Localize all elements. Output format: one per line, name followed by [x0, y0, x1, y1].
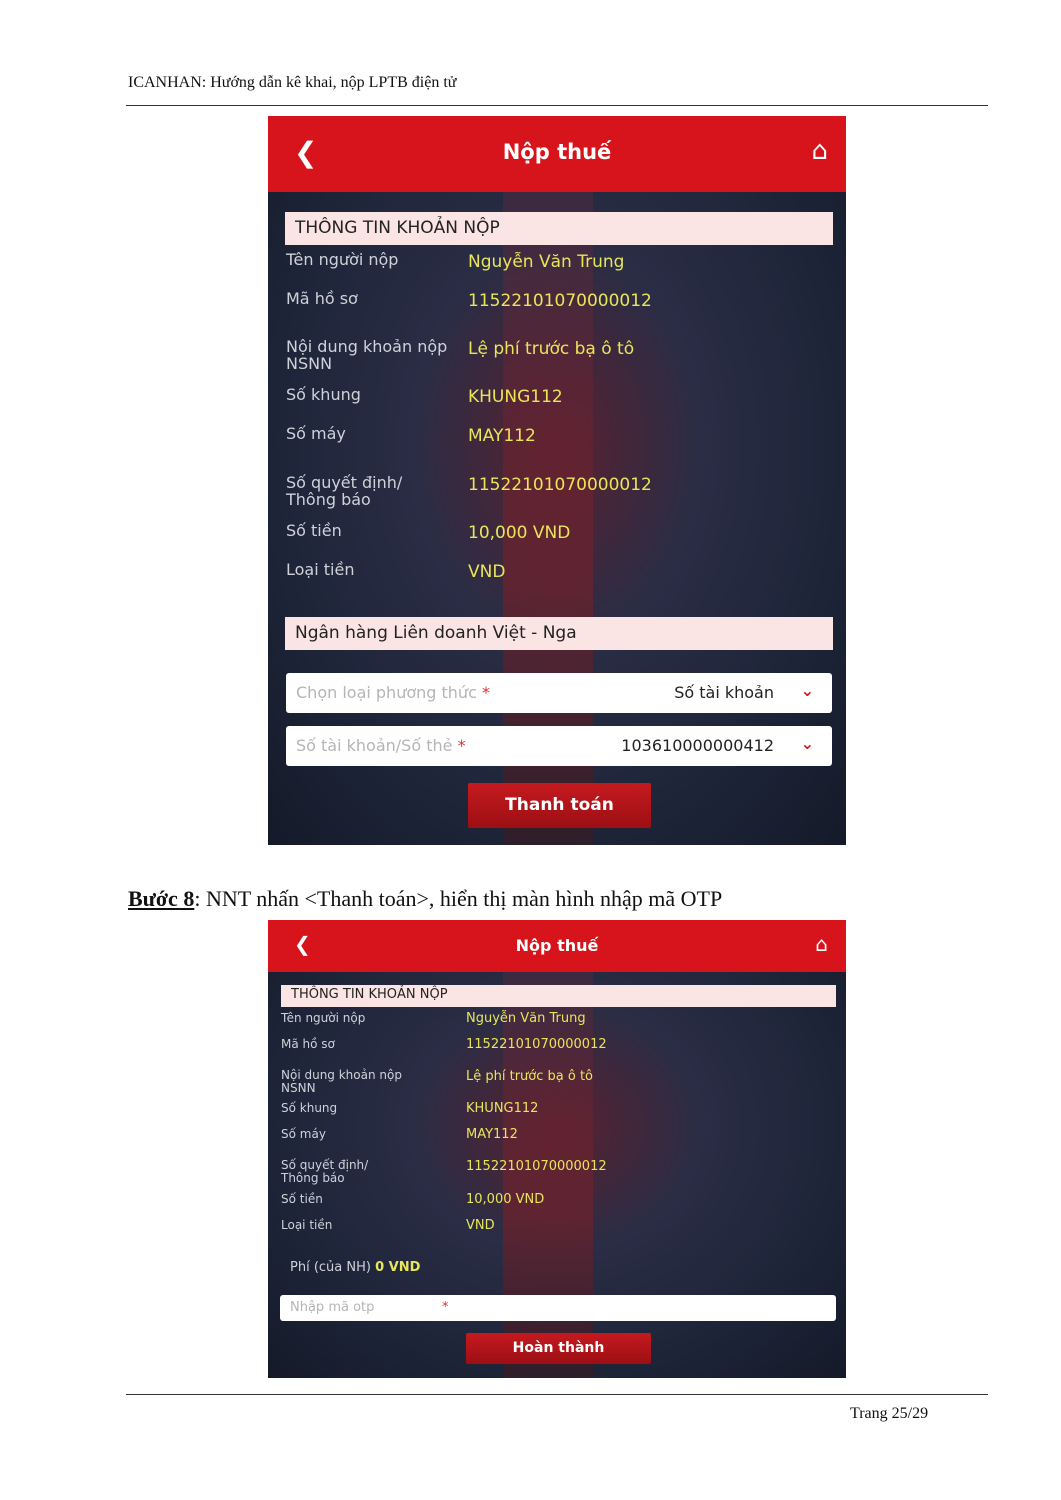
account-value: 103610000000412: [621, 736, 774, 755]
field-label: Mã hồ sơ: [281, 1036, 335, 1051]
method-placeholder: Chọn loại phương thức: [296, 683, 477, 702]
field-label: Số tiền: [286, 521, 342, 541]
bank-fee: [290, 1260, 420, 1275]
field-label: Nội dung khoản nộp NSNN: [281, 1068, 402, 1095]
screen-title: Nộp thuế: [515, 936, 599, 955]
header-divider: [126, 105, 988, 106]
complete-button[interactable]: Hoàn thành: [466, 1333, 651, 1364]
field-value: 10,000 VND: [466, 1192, 545, 1208]
home-icon[interactable]: ⌂: [811, 136, 828, 166]
field-value: MAY112: [468, 425, 536, 446]
section-title: THÔNG TIN KHOẢN NỘP: [281, 985, 836, 1007]
field-value: MAY112: [466, 1127, 518, 1143]
field-label: Số máy: [286, 424, 346, 444]
home-icon[interactable]: ⌂: [815, 932, 828, 956]
step-text: : NNT nhấn <Thanh toán>, hiển thị màn hình nhập mã OTP: [194, 886, 723, 911]
field-label: Số khung: [281, 1100, 338, 1115]
pay-button[interactable]: Thanh toán: [468, 783, 651, 828]
field-value: 10,000 VND: [468, 522, 571, 543]
field-label: Số quyết định/ Thông báo: [286, 472, 403, 509]
field-value: KHUNG112: [468, 386, 563, 407]
required-mark: *: [442, 1300, 449, 1315]
required-mark: *: [457, 736, 466, 755]
bank-name: Ngân hàng Liên doanh Việt - Nga: [285, 617, 833, 650]
back-icon[interactable]: ❮: [294, 932, 311, 956]
screen-title: Nộp thuế: [502, 140, 612, 164]
field-value: VND: [466, 1218, 495, 1234]
field-value: 11522101070000012: [468, 290, 652, 311]
footer-divider: [126, 1394, 988, 1395]
field-label: Số máy: [281, 1126, 326, 1141]
field-label: Số quyết định/ Thông báo: [281, 1158, 369, 1185]
field-label: Tên người nộp: [286, 250, 399, 270]
field-value: Lệ phí trước bạ ô tô: [468, 338, 635, 359]
field-value: 11522101070000012: [466, 1159, 607, 1175]
chevron-down-icon: ⌄: [800, 681, 814, 700]
field-value: Nguyễn Văn Trung: [468, 251, 625, 272]
method-value: Số tài khoản: [674, 683, 774, 702]
back-icon[interactable]: ❮: [294, 136, 318, 169]
chevron-down-icon: ⌄: [800, 734, 814, 753]
fee-value: 0 VND: [375, 1260, 421, 1275]
otp-input[interactable]: [280, 1295, 836, 1321]
app-bar: [268, 116, 846, 192]
field-value: VND: [468, 561, 506, 582]
section-title: THÔNG TIN KHOẢN NỘP: [285, 212, 833, 245]
account-select[interactable]: [286, 726, 832, 766]
document-header: ICANHAN: Hướng dẫn kê khai, nộp LPTB điện tử: [128, 74, 457, 91]
app-bar: [268, 920, 846, 972]
field-label: Loại tiền: [286, 560, 355, 580]
required-mark: *: [481, 683, 490, 702]
account-placeholder: Số tài khoản/Số thẻ: [296, 736, 453, 755]
field-label: Loại tiền: [281, 1217, 333, 1232]
field-value: Lệ phí trước bạ ô tô: [466, 1069, 594, 1085]
step-label: Bước 8: [128, 886, 195, 911]
field-value: 11522101070000012: [468, 474, 652, 495]
otp-screenshot: [268, 920, 846, 1378]
field-label: Số tiền: [281, 1191, 323, 1206]
otp-placeholder: Nhập mã otp: [290, 1300, 375, 1315]
fee-label: Phí (của NH): [290, 1260, 371, 1275]
field-label: Nội dung khoản nộp NSNN: [286, 336, 448, 373]
payment-method-select[interactable]: [286, 673, 832, 713]
page-number: Trang 25/29: [850, 1405, 929, 1422]
field-value: Nguyễn Văn Trung: [466, 1011, 586, 1027]
field-label: Mã hồ sơ: [286, 289, 358, 309]
payment-screenshot: [268, 116, 846, 845]
field-value: KHUNG112: [466, 1101, 539, 1117]
step-instruction: [128, 886, 722, 912]
field-label: Số khung: [286, 385, 361, 405]
field-value: 11522101070000012: [466, 1037, 607, 1053]
field-label: Tên người nộp: [281, 1010, 366, 1025]
